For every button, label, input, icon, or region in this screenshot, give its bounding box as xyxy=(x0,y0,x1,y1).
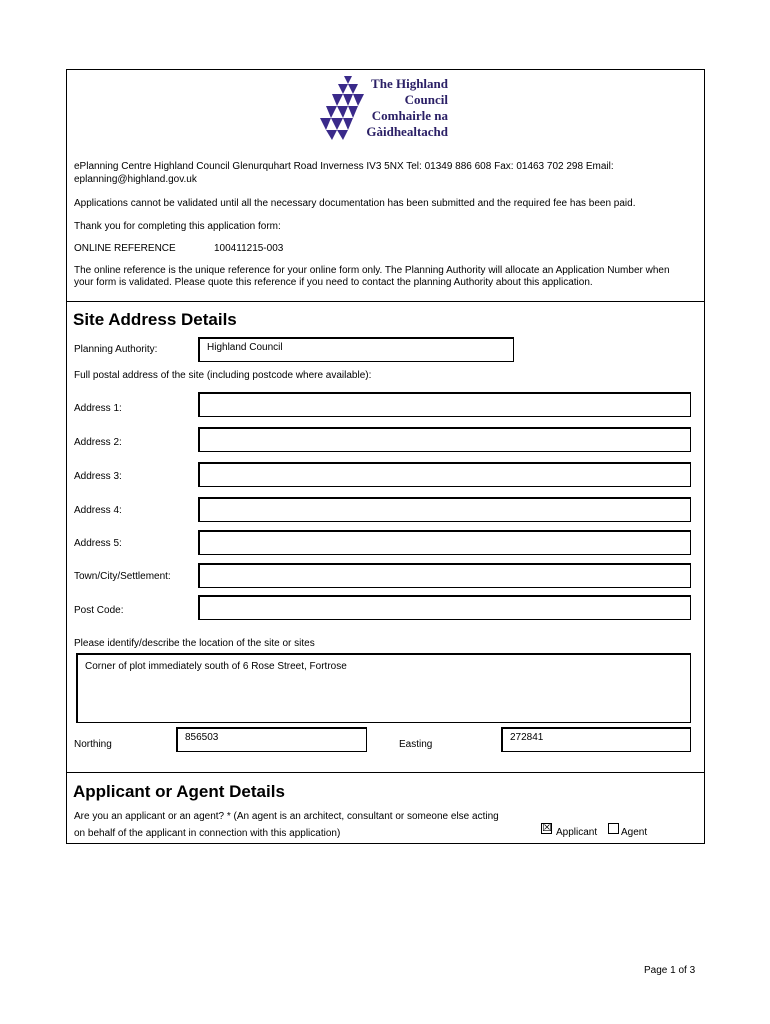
address5-label: Address 5: xyxy=(74,538,122,549)
address1-label: Address 1: xyxy=(74,403,122,414)
location-textarea[interactable] xyxy=(76,653,691,723)
validation-note: Applications cannot be validated until all the necessary documentation has been submitted and the required fee has been paid. xyxy=(74,198,636,209)
northing-field[interactable] xyxy=(176,727,367,752)
postcode-field[interactable] xyxy=(198,595,691,620)
applicant-question-line2: on behalf of the applicant in connection with this application) xyxy=(74,828,341,839)
reference-note-line1: The online reference is the unique reference for your online form only. The Planning Authority will allocate an Application Number when xyxy=(74,265,670,276)
planning-authority-label: Planning Authority: xyxy=(74,344,158,355)
location-label: Please identify/describe the location of the site or sites xyxy=(74,638,315,649)
logo-line2: Council xyxy=(404,92,448,107)
agent-option-label: Agent xyxy=(621,827,648,838)
page-number: Page 1 of 3 xyxy=(644,965,696,976)
postcode-label: Post Code: xyxy=(74,605,124,616)
applicant-option-label: Applicant xyxy=(556,827,598,838)
location-value: Corner of plot immediately south of 6 Rose Street, Fortrose xyxy=(85,661,347,672)
easting-label: Easting xyxy=(399,739,433,750)
logo-line4: Gàidhealtachd xyxy=(366,124,448,139)
easting-value: 272841 xyxy=(510,732,544,743)
town-field[interactable] xyxy=(198,563,691,588)
logo-line1: The Highland xyxy=(371,76,448,91)
contact-line2: eplanning@highland.gov.uk xyxy=(74,174,197,185)
address4-field[interactable] xyxy=(198,497,691,522)
online-reference-value: 100411215-003 xyxy=(214,243,284,254)
address2-label: Address 2: xyxy=(74,437,122,448)
town-label: Town/City/Settlement: xyxy=(74,571,171,582)
logo-triangles-icon xyxy=(318,74,370,142)
address2-field[interactable] xyxy=(198,427,691,452)
agent-checkbox[interactable] xyxy=(608,823,619,834)
postal-address-label: Full postal address of the site (including postcode where available): xyxy=(74,370,372,381)
address4-label: Address 4: xyxy=(74,505,122,516)
contact-line1: ePlanning Centre Highland Council Glenurquhart Road Inverness IV3 5NX Tel: 01349 886 608 Fax: 01463 702 298 Email: xyxy=(74,161,614,172)
online-reference-label: ONLINE REFERENCE xyxy=(74,243,176,254)
reference-note-line2: your form is validated. Please quote this reference if you need to contact the planning Authority about this application. xyxy=(74,277,593,288)
easting-field[interactable] xyxy=(501,727,691,752)
northing-label: Northing xyxy=(74,739,112,750)
address3-field[interactable] xyxy=(198,462,691,487)
address1-field[interactable] xyxy=(198,392,691,417)
site-address-title: Site Address Details xyxy=(73,310,237,329)
logo-line3: Comhairle na xyxy=(371,108,448,123)
applicant-agent-title: Applicant or Agent Details xyxy=(73,782,285,801)
thanks-text: Thank you for completing this application form: xyxy=(74,221,281,232)
northing-value: 856503 xyxy=(185,732,219,743)
address5-field[interactable] xyxy=(198,530,691,555)
planning-authority-field[interactable] xyxy=(198,337,514,362)
planning-authority-value: Highland Council xyxy=(207,342,283,353)
applicant-question-line1: Are you an applicant or an agent? * (An agent is an architect, consultant or someone else acting xyxy=(74,811,499,822)
highland-council-logo xyxy=(318,74,452,144)
applicant-checkbox[interactable]: ☒ xyxy=(542,822,552,834)
address3-label: Address 3: xyxy=(74,471,122,482)
